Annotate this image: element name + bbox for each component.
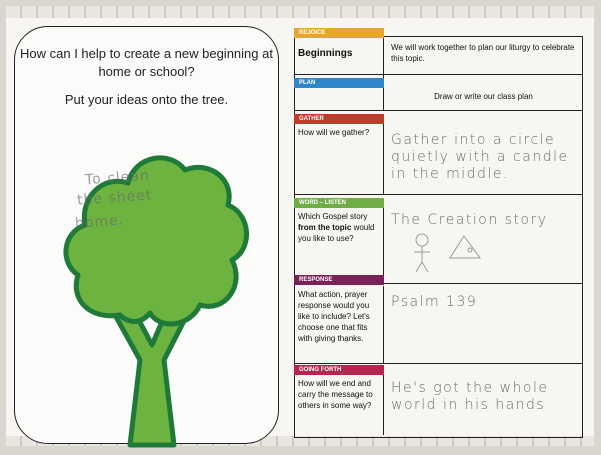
plan-left [294, 88, 384, 110]
gather-right: Gather into a circle quietly with a candle in the middle. [391, 132, 569, 182]
banner-rejoice: REJOICE [294, 28, 384, 38]
binder-edge-top [6, 6, 594, 18]
tree-card [14, 26, 279, 444]
banner-gather: GATHER [294, 114, 384, 124]
tree-writing-line-3: home. [74, 212, 125, 232]
row-divider [294, 363, 582, 364]
rejoice-right: We will work together to plan our liturgy to celebrate this topic. [391, 43, 575, 63]
tree-writing-line-1: To clean [84, 167, 151, 189]
gather-left: How will we gather? [294, 124, 384, 194]
going-forth-right: He's got the whole world in his hands [391, 380, 549, 413]
plan-right: Draw or write our class plan [434, 92, 533, 101]
response-left: What action, prayer response would you like to include? Let's choose one that fits with giving thanks. [294, 286, 384, 363]
row-divider [294, 194, 582, 195]
tree-writing-line-2: the sheet [76, 187, 153, 209]
banner-plan: PLAN [294, 78, 384, 88]
liturgy-plan-table [294, 28, 582, 438]
row-divider [294, 110, 582, 111]
banner-going-forth: GOING FORTH [294, 365, 384, 375]
banner-word: WORD – LISTEN [294, 198, 384, 208]
word-left: Which Gospel story from the topic would you like to use? [294, 208, 384, 283]
row-divider [294, 74, 582, 75]
going-forth-left: How will we end and carry the message to others in some way? [294, 375, 384, 435]
creation-sketch [404, 228, 514, 278]
tree-instruction: Put your ideas onto the tree. [64, 92, 229, 107]
worksheet-photo [6, 6, 594, 446]
word-right: The Creation story [391, 212, 548, 228]
tree-question: How can I help to create a new beginning at home or school? [20, 46, 273, 79]
response-right: Psalm 139 [391, 294, 478, 310]
rejoice-left: Beginnings [294, 38, 384, 84]
banner-response: RESPONSE [294, 275, 384, 285]
